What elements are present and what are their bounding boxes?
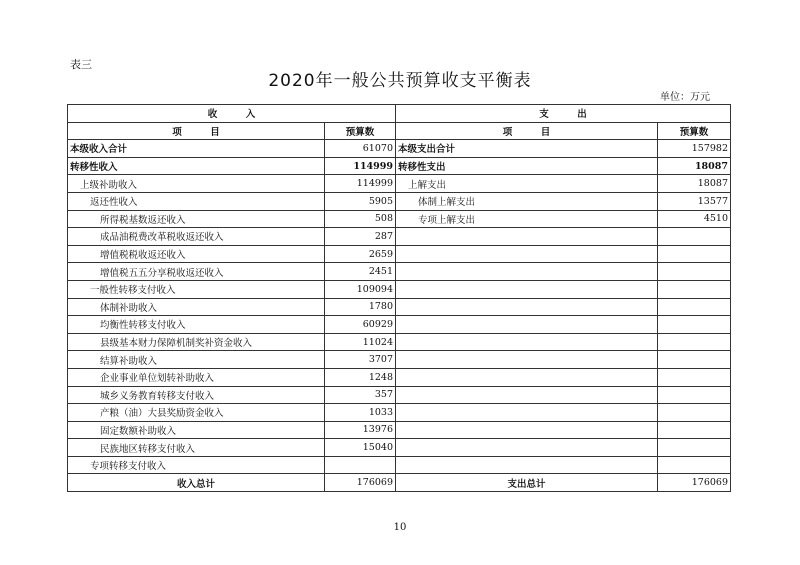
table-row — [68, 333, 731, 351]
expense-value-empty — [658, 333, 731, 351]
income-item: 产粮（油）大县奖励资金收入 — [68, 404, 325, 422]
expense-value: 157982 — [658, 140, 731, 158]
expense-value-empty — [658, 228, 731, 246]
page-number: 10 — [393, 522, 407, 533]
income-item: 专项转移支付收入 — [68, 456, 325, 474]
expense-value-empty — [658, 456, 731, 474]
table-row — [68, 351, 731, 369]
table-row — [68, 210, 731, 228]
expense-item-empty — [396, 228, 658, 246]
expense-item-empty — [396, 421, 658, 439]
income-value: 60929 — [325, 316, 396, 334]
expense-item-empty — [396, 404, 658, 422]
income-value: 114999 — [325, 157, 396, 175]
income-value — [325, 456, 396, 474]
table-row — [68, 245, 731, 263]
expense-item-empty — [396, 316, 658, 334]
expense-item-empty — [396, 298, 658, 316]
income-item: 民族地区转移支付收入 — [68, 439, 325, 457]
table-row — [68, 280, 731, 298]
income-value: 1248 — [325, 368, 396, 386]
expense-group-header: 支 出 — [396, 105, 731, 123]
expense-item-empty — [396, 386, 658, 404]
income-item: 结算补助收入 — [68, 351, 325, 369]
income-value: 2451 — [325, 263, 396, 281]
page-title: 2020年一般公共预算收支平衡表 — [268, 71, 532, 91]
expense-value: 18087 — [658, 175, 731, 193]
expense-item: 本级支出合计 — [396, 140, 658, 158]
expense-value-empty — [658, 351, 731, 369]
income-value: 109094 — [325, 280, 396, 298]
table-row — [68, 140, 731, 158]
expense-item-empty — [396, 439, 658, 457]
expense-value-empty — [658, 404, 731, 422]
expense-item-empty — [396, 351, 658, 369]
table-row — [68, 421, 731, 439]
expense-value-empty — [658, 245, 731, 263]
budget-table-body — [68, 105, 731, 492]
income-item: 上级补助收入 — [68, 175, 325, 193]
income-value: 13976 — [325, 421, 396, 439]
income-item: 一般性转移支付收入 — [68, 280, 325, 298]
expense-item-empty — [396, 456, 658, 474]
table-row — [68, 298, 731, 316]
income-item: 固定数额补助收入 — [68, 421, 325, 439]
income-item-header: 项 目 — [68, 122, 325, 140]
income-item: 本级收入合计 — [68, 140, 325, 158]
income-item: 增值税五五分享税收返还收入 — [68, 263, 325, 281]
income-value: 3707 — [325, 351, 396, 369]
income-item: 城乡义务教育转移支付收入 — [68, 386, 325, 404]
expense-item-empty — [396, 333, 658, 351]
expense-value-empty — [658, 263, 731, 281]
table-row — [68, 439, 731, 457]
table-row — [68, 157, 731, 175]
income-value: 357 — [325, 386, 396, 404]
table-row — [68, 192, 731, 210]
expense-total-value: 176069 — [658, 474, 731, 492]
expense-value: 4510 — [658, 210, 731, 228]
income-item: 成品油税费改革税收返还收入 — [68, 228, 325, 246]
income-value: 15040 — [325, 439, 396, 457]
income-value: 2659 — [325, 245, 396, 263]
expense-item-empty — [396, 263, 658, 281]
expense-item-header: 项 目 — [396, 122, 658, 140]
income-value: 1780 — [325, 298, 396, 316]
table-row — [68, 175, 731, 193]
expense-value-empty — [658, 439, 731, 457]
income-item: 转移性收入 — [68, 157, 325, 175]
expense-value-empty — [658, 368, 731, 386]
income-value: 1033 — [325, 404, 396, 422]
expense-item-empty — [396, 245, 658, 263]
expense-value-empty — [658, 386, 731, 404]
table-label: 表三 — [70, 58, 92, 71]
expense-item-empty — [396, 368, 658, 386]
expense-value: 13577 — [658, 192, 731, 210]
income-value: 114999 — [325, 175, 396, 193]
expense-total-label: 支出总计 — [396, 474, 658, 492]
income-item: 县级基本财力保障机制奖补资金收入 — [68, 333, 325, 351]
table-row — [68, 228, 731, 246]
column-header-row — [68, 122, 731, 140]
expense-value-empty — [658, 280, 731, 298]
expense-budget-header: 预算数 — [658, 122, 731, 140]
expense-value-empty — [658, 298, 731, 316]
table-row — [68, 368, 731, 386]
total-row — [68, 474, 731, 492]
income-item: 增值税税收返还收入 — [68, 245, 325, 263]
expense-item: 体制上解支出 — [396, 192, 658, 210]
table-row — [68, 263, 731, 281]
table-row — [68, 386, 731, 404]
income-total-value: 176069 — [325, 474, 396, 492]
expense-value-empty — [658, 316, 731, 334]
income-budget-header: 预算数 — [325, 122, 396, 140]
income-item: 体制补助收入 — [68, 298, 325, 316]
expense-item-empty — [396, 280, 658, 298]
income-total-label: 收入总计 — [68, 474, 325, 492]
group-header-row — [68, 105, 731, 123]
table-row — [68, 316, 731, 334]
expense-value: 18087 — [658, 157, 731, 175]
income-value: 5905 — [325, 192, 396, 210]
unit-label: 单位：万元 — [660, 92, 710, 103]
income-value: 508 — [325, 210, 396, 228]
expense-item: 转移性支出 — [396, 157, 658, 175]
expense-item: 专项上解支出 — [396, 210, 658, 228]
income-value: 287 — [325, 228, 396, 246]
income-group-header: 收 入 — [68, 105, 396, 123]
budget-table — [67, 104, 731, 492]
income-item: 所得税基数返还收入 — [68, 210, 325, 228]
income-item: 企业事业单位划转补助收入 — [68, 368, 325, 386]
income-item: 返还性收入 — [68, 192, 325, 210]
income-value: 11024 — [325, 333, 396, 351]
table-row — [68, 404, 731, 422]
table-row — [68, 456, 731, 474]
income-value: 61070 — [325, 140, 396, 158]
expense-value-empty — [658, 421, 731, 439]
expense-item: 上解支出 — [396, 175, 658, 193]
income-item: 均衡性转移支付收入 — [68, 316, 325, 334]
